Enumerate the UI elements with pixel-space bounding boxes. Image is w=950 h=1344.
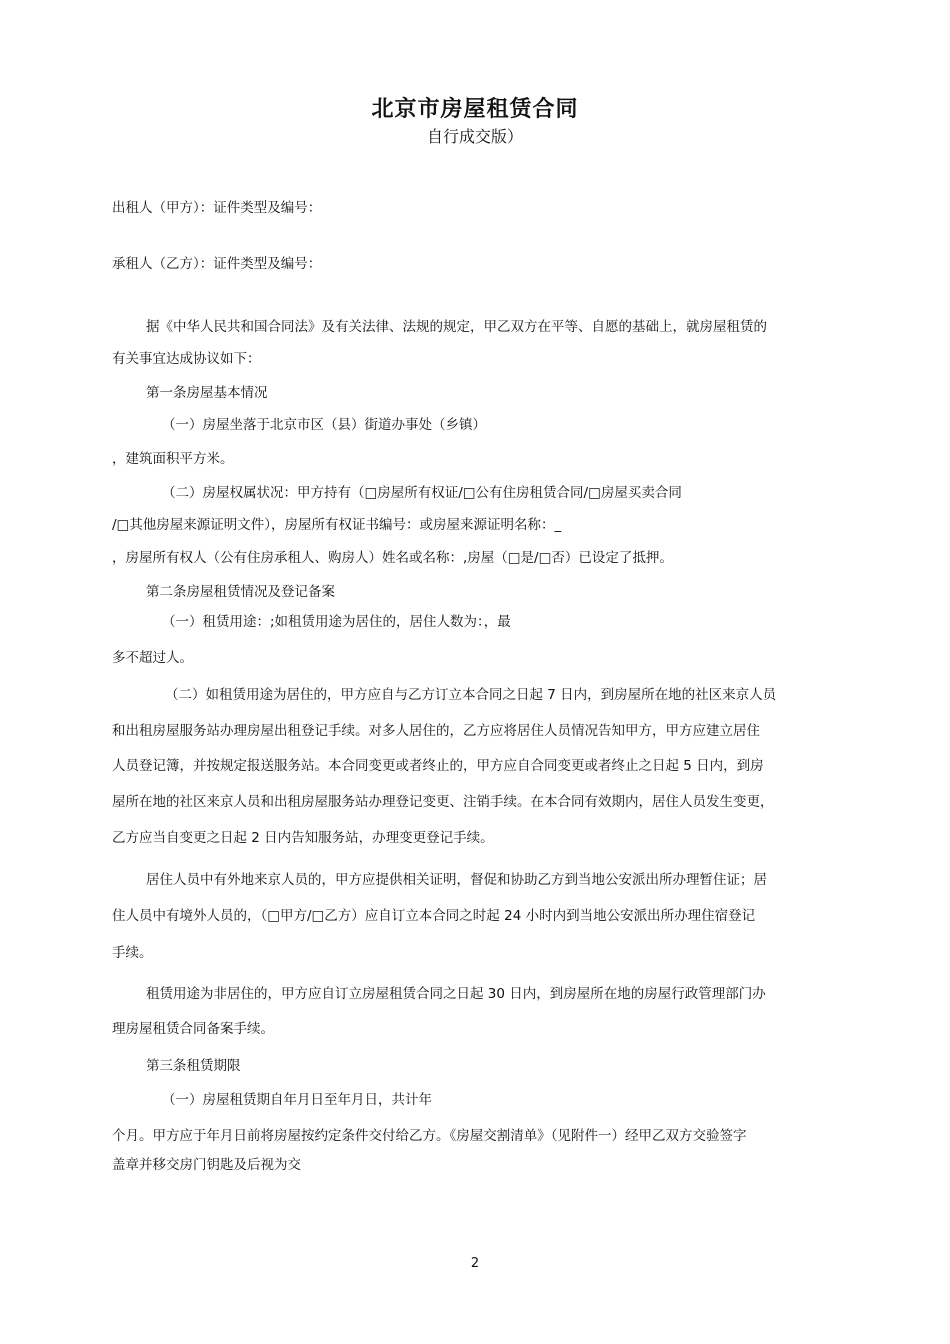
paragraph-line: 租赁用途为非居住的，甲方应自订立房屋租赁合同之日起 30 日内，到房屋所在地的房屋行政管理部门办 bbox=[146, 986, 766, 1002]
paragraph-line: 多不超过人。 bbox=[112, 650, 193, 666]
document-title: 北京市房屋租赁合同 bbox=[371, 97, 579, 122]
paragraph-line: ，建筑面积平方米。 bbox=[112, 451, 234, 467]
paragraph-line: 乙方应当自变更之日起 2 日内告知服务站，办理变更登记手续。 bbox=[112, 830, 494, 846]
paragraph-line: 理房屋租赁合同备案手续。 bbox=[112, 1021, 274, 1037]
paragraph-line: 有关事宜达成协议如下： bbox=[112, 351, 261, 367]
paragraph-line: （一）租赁用途：;如租赁用途为居住的，居住人数为：，最 bbox=[162, 614, 511, 630]
paragraph-line: 居住人员中有外地来京人员的，甲方应提供相关证明，督促和协助乙方到当地公安派出所办理暂住证；居 bbox=[146, 872, 767, 888]
paragraph-line: 手续。 bbox=[112, 945, 153, 961]
article-heading: 第三条租赁期限 bbox=[146, 1058, 241, 1074]
paragraph-line: 住人员中有境外人员的，（□甲方/□乙方）应自订立本合同之时起 24 小时内到当地公安派出所办理住宿登记 bbox=[112, 908, 756, 924]
document-subtitle: 自行成交版） bbox=[426, 127, 523, 146]
article-heading: 第一条房屋基本情况 bbox=[146, 385, 268, 401]
paragraph-line: 屋所在地的社区来京人员和出租房屋服务站办理登记变更、注销手续。在本合同有效期内，居住人员发生变更， bbox=[112, 794, 774, 810]
article-heading: 第二条房屋租赁情况及登记备案 bbox=[146, 584, 335, 600]
paragraph-line: （一）房屋租赁期自年月日至年月日，共计年 bbox=[162, 1092, 432, 1108]
paragraph-line: （二）房屋权属状况：甲方持有（□房屋所有权证/□公有住房租赁合同/□房屋买卖合同 bbox=[162, 485, 682, 501]
paragraph-line: 据《中华人民共和国合同法》及有关法律、法规的规定，甲乙双方在平等、自愿的基础上，就房屋租赁的 bbox=[146, 319, 767, 335]
lessor-line: 出租人（甲方）：证件类型及编号： bbox=[112, 200, 322, 216]
paragraph-line: 个月。甲方应于年月日前将房屋按约定条件交付给乙方。《房屋交割清单》（见附件一）经甲乙双方交验签字 bbox=[112, 1128, 747, 1144]
paragraph-line: （一）房屋坐落于北京市区（县）街道办事处（乡镇） bbox=[162, 417, 486, 433]
paragraph-line: （二）如租赁用途为居住的，甲方应自与乙方订立本合同之日起 7 日内，到房屋所在地的社区来京人员 bbox=[165, 687, 777, 703]
paragraph-line: 人员登记簿，并按规定报送服务站。本合同变更或者终止的，甲方应自合同变更或者终止之日起 5 日内，到房 bbox=[112, 758, 764, 774]
lessee-line: 承租人（乙方）：证件类型及编号： bbox=[112, 256, 322, 272]
paragraph-line: 和出租房屋服务站办理房屋出租登记手续。对多人居住的，乙方应将居住人员情况告知甲方，甲方应建立居住 bbox=[112, 723, 760, 739]
paragraph-line: ，房屋所有权人（公有住房承租人、购房人）姓名或名称：,房屋（□是/□否）已设定了抵押。 bbox=[112, 550, 673, 566]
paragraph-line: /□其他房屋来源证明文件），房屋所有权证书编号：或房屋来源证明名称：_ bbox=[112, 517, 562, 533]
paragraph-line: 盖章并移交房门钥匙及后视为交 bbox=[112, 1157, 301, 1173]
page-number: 2 bbox=[470, 1256, 480, 1271]
